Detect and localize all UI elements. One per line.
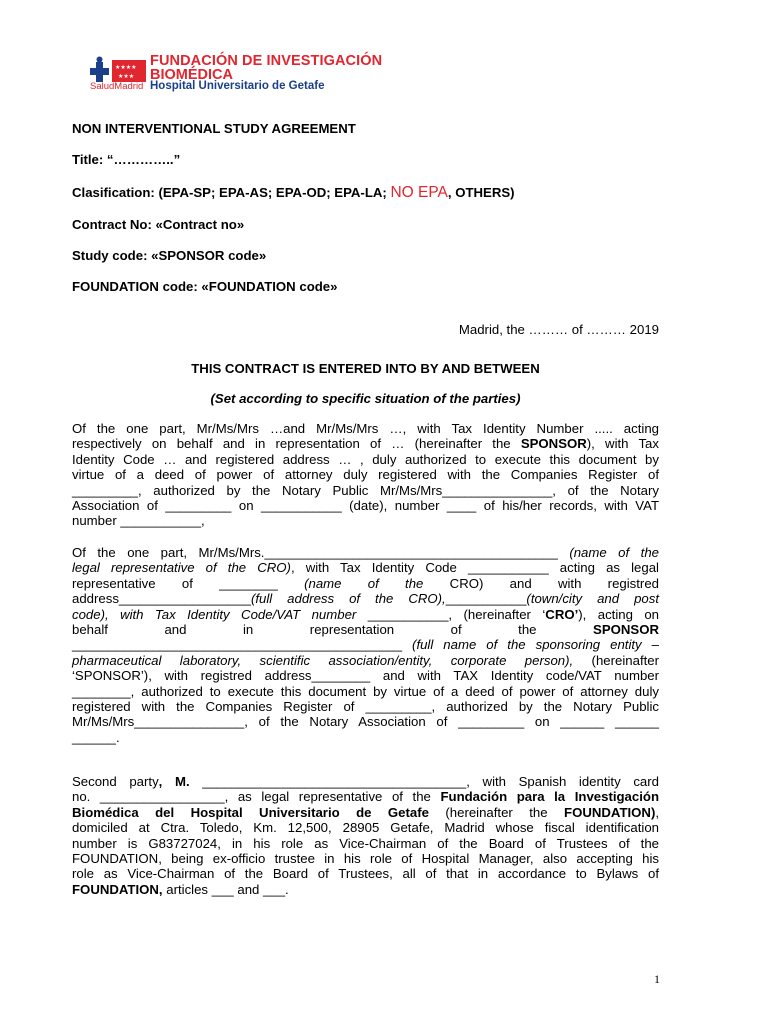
paragraph3-line: FOUNDATION, being ex-officio trustee in his role of Hospital Manager, also accepting his	[72, 851, 659, 867]
study-title-line: Title: “…………..”	[72, 152, 181, 167]
paragraph-cro	[72, 545, 659, 745]
paragraph1-line: respectively on behalf and in representation of … (hereinafter the SPONSOR), with Tax	[72, 436, 659, 452]
paragraph2-line: pharmaceutical laboratory, scientific association/entity, corporate person), (hereinafter	[72, 652, 659, 668]
classification-line	[72, 184, 515, 202]
date-line: Madrid, the ……… of ……… 2019	[458, 322, 659, 337]
svg-text:★★★: ★★★	[118, 73, 135, 80]
paragraph1-line: number ___________,	[72, 513, 205, 529]
agreement-title: NON INTERVENTIONAL STUDY AGREEMENT	[72, 121, 356, 136]
paragraph1-line: Association of _________ on ___________ (date), number ____ of his/her records, with VAT	[72, 498, 659, 514]
paragraph-foundation	[72, 774, 659, 897]
paragraph2-line: code), with Tax Identity Code/VAT number ___________, (hereinafter ‘CRO’), acting on	[72, 606, 660, 622]
paragraph3-line: number is G83727024, in his role as Vice-Chairman of the Board of Trustees of the	[72, 835, 659, 851]
logo-org-line2: BIOMÉDICA	[150, 67, 233, 83]
paragraph1-line: Of the one part, Mr/Ms/Mrs …and Mr/Ms/Mrs …, with Tax Identity Number ..... acting	[72, 421, 659, 436]
svg-text:★★★★: ★★★★	[115, 64, 137, 71]
paragraph3-line: no. _________________, as legal representative of the Fundación para la Investigación	[72, 789, 659, 805]
paragraph3-line: Second party, M. ____________________________________, with Spanish identity card	[72, 774, 659, 789]
paragraph2-line: ‘SPONSOR’), with registred address________ and with TAX Identity code/VAT number	[72, 668, 659, 684]
paragraph2-line: behalf and in representation of the SPONSOR	[72, 622, 659, 638]
study-code-line	[72, 248, 266, 263]
paragraph2-line: representative of ________ (name of the CRO) and with registred	[72, 575, 659, 591]
paragraph3-line: domiciled at Ctra. Toledo, Km. 12,500, 28905 Getafe, Madrid whose fiscal identification	[72, 820, 659, 836]
contract-number-line: Contract No: «Contract no»	[72, 217, 245, 232]
logo-health-brand: SaludMadrid	[90, 81, 144, 92]
paragraph2-line: ________, authorized to execute this document by virtue of a deed of power of attorney duly	[72, 683, 659, 699]
paragraph3-line: role as Vice-Chairman of the Board of Trustees, all of that in accordance to Bylaws of	[72, 866, 659, 882]
paragraph2-line: legal representative of the CRO), with Tax Identity Code ___________ acting as legal	[72, 560, 659, 576]
classification-suffix: , OTHERS)	[447, 185, 515, 200]
paragraph1-line: Identity Code … and registered address … , duly authorized to execute this document by	[72, 451, 659, 467]
paragraph2-line: Of the one part, Mr/Ms/Mrs.________________________________________ (name of the	[72, 545, 659, 560]
contract-heading: THIS CONTRACT IS ENTERED INTO BY AND BETWEEN	[191, 361, 540, 376]
foundation-logo	[88, 52, 388, 94]
study-code-label: Study code	[72, 248, 144, 263]
paragraph3-line: FOUNDATION, articles ___ and ___.	[72, 881, 289, 897]
logo-hospital-name: Hospital Universitario de Getafe	[150, 80, 325, 92]
paragraph1-line: virtue of a deed of power of attorney duly registered with the Companies Register of	[72, 467, 659, 483]
paragraph3-line: Biomédica del Hospital Universitario de Getafe (hereinafter the FOUNDATION),	[72, 804, 660, 820]
contract-subheading: (Set according to specific situation of the parties)	[210, 391, 521, 406]
classification-highlight: NO EPA	[390, 184, 448, 201]
paragraph-sponsor	[72, 421, 659, 529]
classification-prefix: Clasification: (EPA-SP; EPA-AS; EPA-OD; EPA-LA;	[72, 185, 391, 200]
paragraph2-line: registered with the Companies Register of _________, authorized by the Notary Public	[72, 699, 659, 715]
paragraph1-line: _________, authorized by the Notary Public Mr/Ms/Mrs_______________, of the Notary	[72, 482, 659, 498]
paragraph2-line: Mr/Ms/Mrs_______________, of the Notary Association of _________ on ______ ______	[72, 714, 659, 730]
study-code-value: : «SPONSOR code»	[143, 248, 267, 263]
foundation-code-line: FOUNDATION code: «FOUNDATION code»	[72, 279, 338, 294]
paragraph2-line: _____________________________________________ (full name of the sponsoring entity –	[72, 637, 659, 653]
paragraph2-line: address__________________(full address of the CRO),___________(town/city and post	[72, 591, 660, 607]
paragraph2-line: ______.	[72, 729, 120, 745]
logo-org-line1: FUNDACIÓN DE INVESTIGACIÓN	[150, 53, 383, 69]
page-number: 1	[654, 972, 660, 986]
